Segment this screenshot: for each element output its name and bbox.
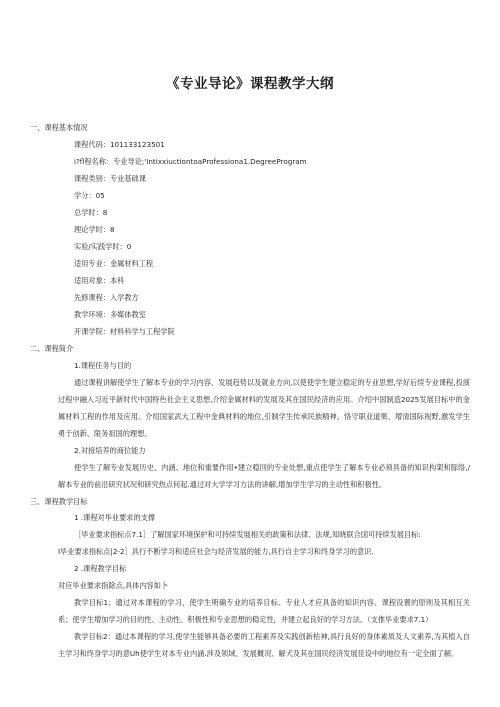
info-total-hours: 总学时：8 xyxy=(74,208,108,217)
subheading-support: 1 .课程对毕业要求的支撑 xyxy=(74,513,156,522)
subheading-goals: 2 .课程教学目标 xyxy=(74,564,127,573)
goals-intro: 对应毕业要求指除点,具体内容如卜 xyxy=(58,581,169,590)
subheading-ability: 2.对接培养的商位能力 xyxy=(74,446,146,455)
info-environment: 教学环境：多媒体教室 xyxy=(74,310,146,319)
paragraph-task: 通过课程讲解使学生了解本专业的学习内容、发展趋势以及就业方向,以使使学生建立稳定的专业思想,学好后续专业课程,投演过程中融入习近平新时代中国特色社会主义思想,介绍金属材料的发展及其在国民经济的应用。介绍中国制造2025发展目标中的金属材料工程的作用及应用。介绍国家武大工程中金典材料的地位,引制学生传承民族精神、恪守职业道果、增清国际视野,激发学生勇于创新、限务祖国的理想。 xyxy=(58,378,470,438)
info-credits: 学分：05 xyxy=(74,191,105,200)
info-course-code: 课程代码：101133123501 xyxy=(74,140,165,149)
info-major: 适用专业：金属材料工程 xyxy=(74,259,154,268)
requirement-7-1: ［毕业要求指标点7.1］了解国家环境保护和可持续发展相关的政策和法律、法规,知晓联合国可持续发展目标: xyxy=(74,530,421,539)
info-audience: 适用对象：本科 xyxy=(74,276,125,285)
teaching-goal-1: 教学目标1；通过对本课程的学习，使学生明确专业的培养目标、专业人才应具备的知识内容、课程设置的原则及其相互关系；使学生增加学习的目的性、主动性、积极性和专业思想的稳定性，并建立起良好的学习方法。（支推毕业要求7.1） xyxy=(58,598,470,624)
section-heading-1: 一、课程基本情况 xyxy=(30,123,88,132)
info-theory-hours: 理论学时：8 xyxy=(74,225,115,234)
info-college: 开课学院：材料科学与工程学院 xyxy=(74,327,175,336)
paragraph-ability: 使学生了解专业发展历史、内涵、地位和重要作用•建立稳回的专业处想,重点使学生了解本专业必须具备的知识构架和豚络,/解本专业的前沿研究状况和研究热点何起.通过对大学学习方法的讲解,增加学生学习的主动性和积极性。 xyxy=(58,463,470,489)
info-prerequisite: 先修课程：入学教方 xyxy=(74,293,139,302)
requirement-12-2: I毕业要求指标点|2-2］具行不断学习和适应社会与经济发展的能力,具行自主学习和终身学习的意识. xyxy=(58,547,374,556)
section-heading-3: 三、课程教学目标 xyxy=(30,497,88,506)
info-course-name: i?fl程名称：专业导论;'IntixxiuctiontoaProfessiona1.DegreeProgram xyxy=(74,157,307,166)
info-course-category: 课程类别：专业基础课 xyxy=(74,174,146,183)
section-heading-2: 二、课程简介 xyxy=(30,344,74,353)
teaching-goal-2: 教学目标2：通过本课程的学习,使学生能够具备必要的工程素养及实践创新枯神,具行良好的身体素质及人文素养,为其植入自主学习和终身学习的意Uh使学生对本专业内涵.涉及领域、发展概况、解犬及其在国民经济发展佳设中的地位有一定全面了解。 xyxy=(58,632,470,658)
page-title: 《专业导论》课程教学大纲 xyxy=(166,76,334,92)
info-lab-hours: 实验/实践学时：0 xyxy=(74,242,132,251)
subheading-task: 1.课程任务与目的 xyxy=(74,361,132,370)
